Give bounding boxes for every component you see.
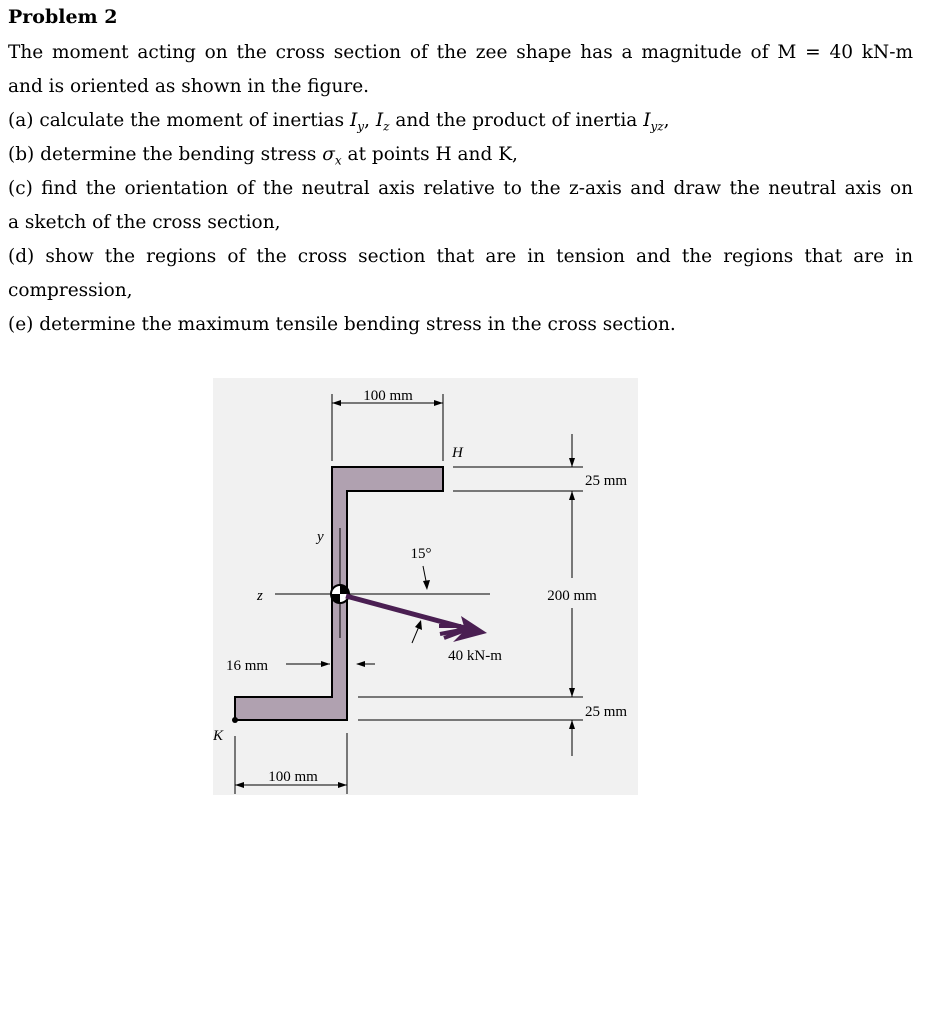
point-k-label: K — [213, 728, 224, 744]
part-e: (e) determine the maximum tensile bending stress in the cross section. — [8, 314, 676, 335]
point-k-marker — [232, 717, 238, 723]
part-d-line-2: compression, — [8, 280, 133, 301]
dim-web-label: 16 mm — [226, 658, 269, 674]
symbol-sigma-x: $\sigma_x$ — [322, 144, 342, 168]
moment-vector — [346, 596, 487, 642]
symbol-iyz: $I_{yz}$, — [643, 110, 670, 134]
zee-section-figure — [213, 378, 638, 795]
zee-section-diagram — [213, 378, 638, 795]
symbol-iy: $I_y$, $I_z$ — [349, 110, 390, 134]
dim-height-label: 200 mm — [547, 588, 597, 604]
dim-flange-bottom-label: 25 mm — [585, 704, 628, 720]
part-b-prefix: (b) determine the bending stress — [8, 144, 323, 165]
moment-label: 40 kN-m — [448, 648, 502, 664]
part-c-line-1 — [8, 172, 913, 206]
part-b-rest: at points H and K, — [341, 144, 518, 165]
part-a-prefix: (a) calculate the moment of inertias — [8, 110, 350, 131]
part-a-rest: and the product of inertia — [389, 110, 644, 131]
y-axis-label: y — [317, 529, 324, 545]
centroid-symbol — [331, 585, 349, 603]
dim-flange-top-label: 25 mm — [585, 473, 628, 489]
part-d-line-1 — [8, 240, 913, 274]
problem-title: Problem 2 — [8, 6, 118, 28]
statement-line-2: and is oriented as shown in the figure. — [8, 76, 370, 97]
angle-label: 15° — [410, 546, 432, 562]
part-c-line-2: a sketch of the cross section, — [8, 212, 281, 233]
point-h-label: H — [452, 445, 463, 461]
statement-line-1 — [8, 36, 913, 70]
dim-bottom-width-label: 100 mm — [268, 769, 318, 785]
part-d-text-1: (d) show the regions of the cross section that are in tension and the regions that are in — [8, 246, 913, 267]
z-axis-label: z — [257, 588, 263, 604]
statement-text-1: The moment acting on the cross section of the zee shape has a magnitude of M = 40 kN-m — [8, 42, 913, 63]
dim-top-width-label: 100 mm — [363, 388, 413, 404]
part-c-text-1: (c) find the orientation of the neutral axis relative to the z-axis and draw the neutral axis on — [8, 178, 913, 199]
